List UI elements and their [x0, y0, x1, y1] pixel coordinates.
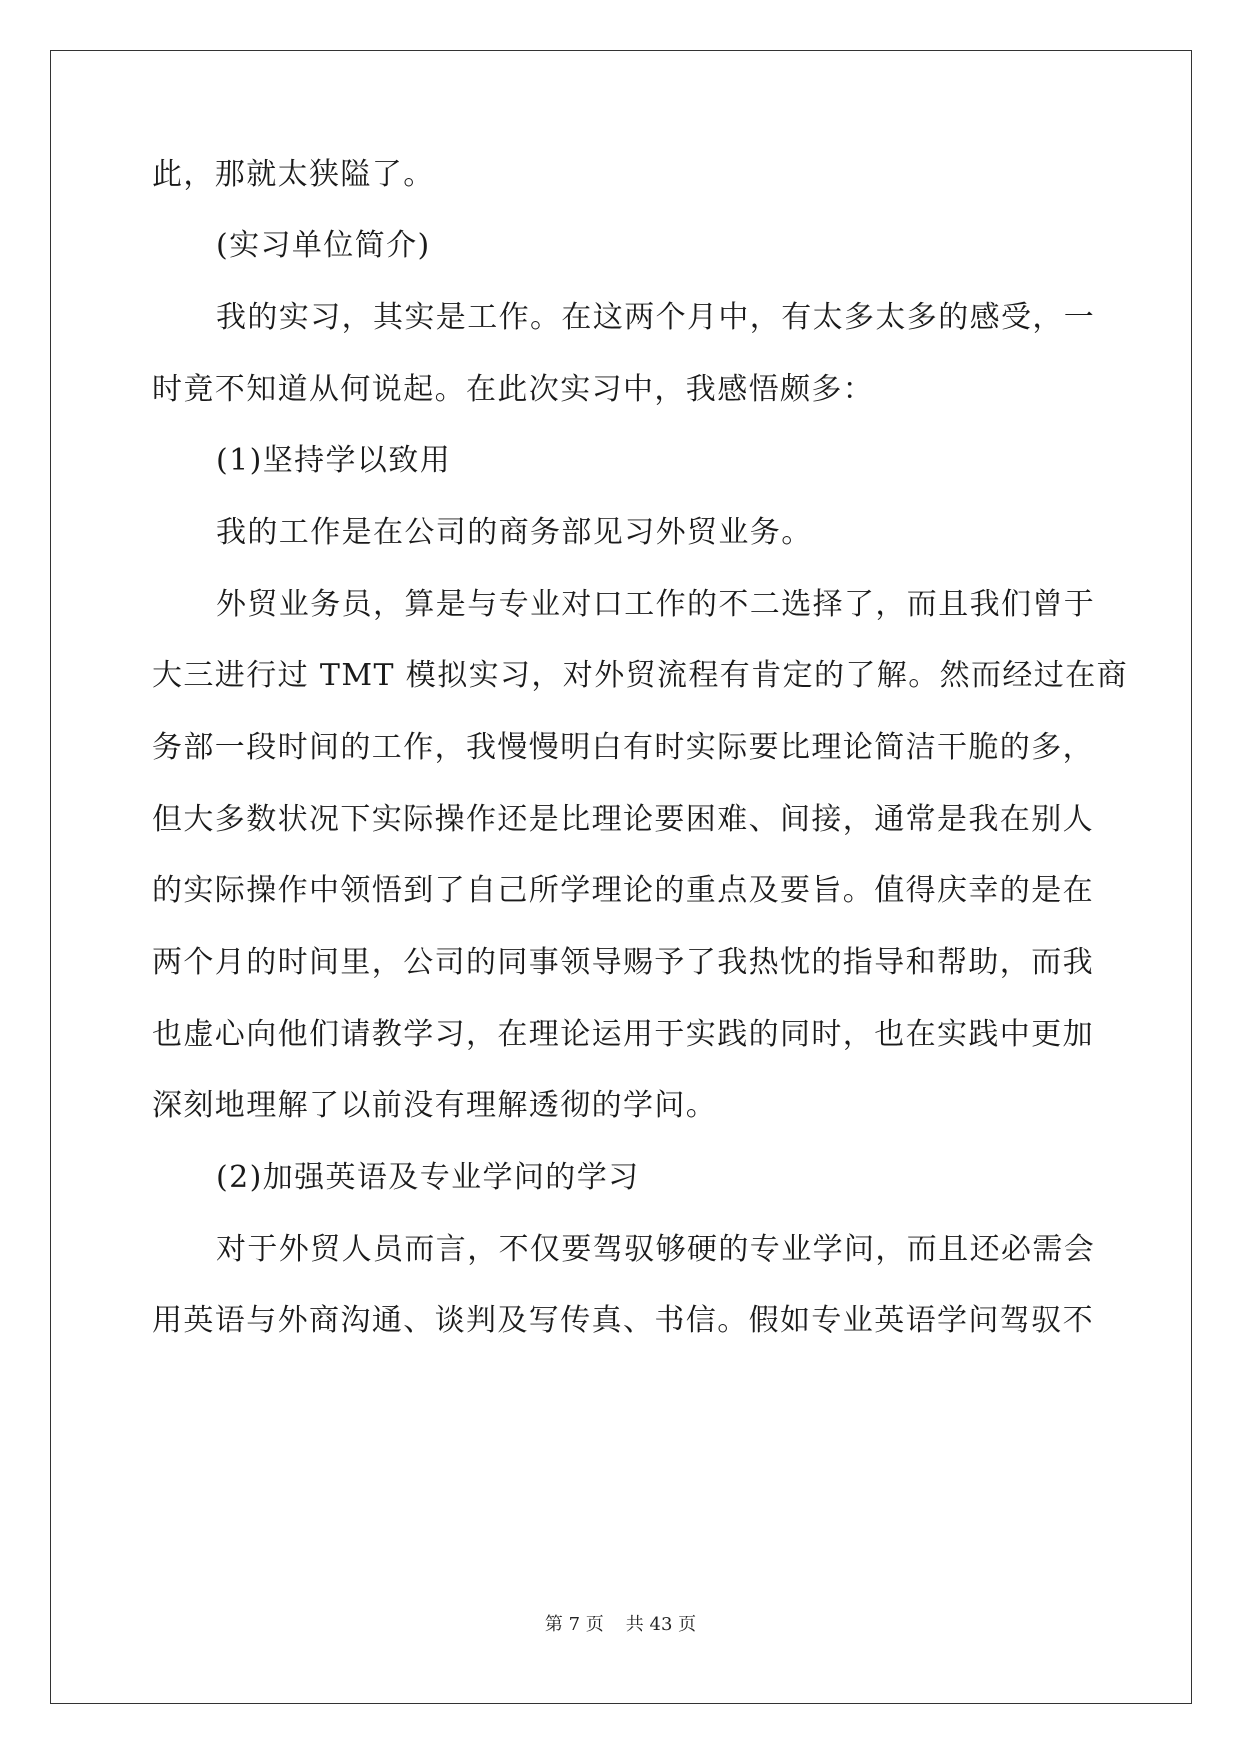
- text-line: 大三进行过 TMT 模拟实习，对外贸流程有肯定的了解。然而经过在商: [152, 658, 1129, 693]
- text-line: 我的实习，其实是工作。在这两个月中，有太多太多的感受，一: [216, 300, 1096, 335]
- section-heading: (1)坚持学以致用: [216, 443, 452, 478]
- text-line: 深刻地理解了以前没有理解透彻的学问。: [152, 1088, 718, 1123]
- text-line: 务部一段时间的工作，我慢慢明白有时实际要比理论简洁干脆的多，: [152, 730, 1094, 765]
- text-line: 对于外贸人员而言，不仅要驾驭够硬的专业学问，而且还必需会: [216, 1232, 1096, 1267]
- text-line: 也虚心向他们请教学习，在理论运用于实践的同时，也在实践中更加: [152, 1017, 1094, 1052]
- text-line: 两个月的时间里，公司的同事领导赐予了我热忱的指导和帮助，而我: [152, 945, 1094, 980]
- section-heading: (2)加强英语及专业学问的学习: [216, 1160, 640, 1195]
- total-pages: 共 43 页: [625, 1614, 697, 1635]
- text-line: 的实际操作中领悟到了自己所学理论的重点及要旨。值得庆幸的是在: [152, 873, 1094, 908]
- page-number: 第 7 页: [544, 1614, 604, 1635]
- section-heading: (实习单位简介): [216, 228, 431, 263]
- text-line: 时竟不知道从何说起。在此次实习中，我感悟颇多：: [152, 372, 875, 407]
- text-line: 但大多数状况下实际操作还是比理论要困难、间接，通常是我在别人: [152, 802, 1094, 837]
- text-line: 用英语与外商沟通、谈判及写传真、书信。假如专业英语学问驾驭不: [152, 1303, 1094, 1338]
- text-line: 外贸业务员，算是与专业对口工作的不二选择了，而且我们曾于: [216, 587, 1096, 622]
- page-footer: [0, 1614, 1241, 1636]
- text-line: 此，那就太狭隘了。: [152, 157, 435, 192]
- text-line: 我的工作是在公司的商务部见习外贸业务。: [216, 515, 813, 550]
